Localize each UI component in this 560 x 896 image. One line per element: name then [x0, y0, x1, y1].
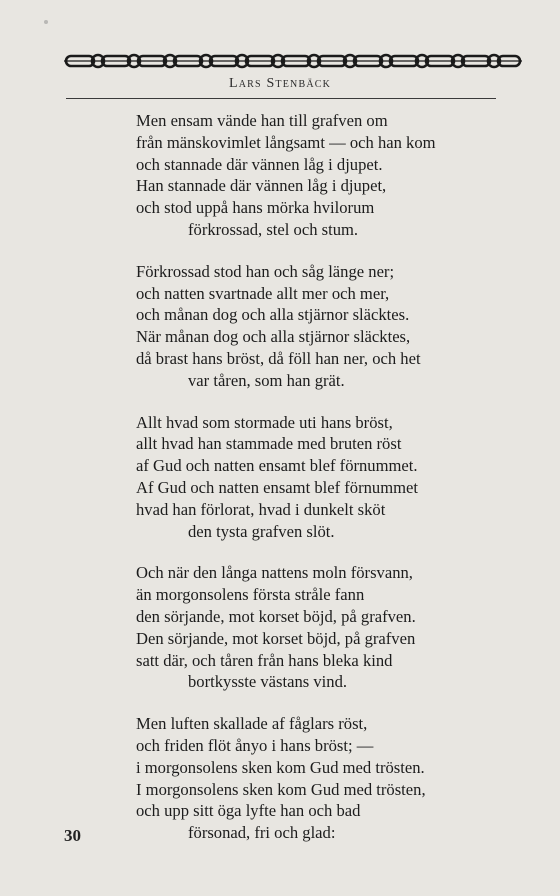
- running-head: Lars Stenbäck: [228, 76, 332, 91]
- stanza-1: [136, 110, 496, 241]
- verse-line: Men luften skallade af fåglars röst,: [136, 714, 368, 734]
- page-number: 30: [64, 826, 81, 845]
- verse-line-refrain: var tåren, som han grät.: [188, 370, 345, 390]
- verse-line: och natten svartnade allt mer och mer,: [136, 283, 390, 303]
- verse-line-refrain: försonad, fri och glad:: [188, 823, 336, 843]
- verse-line: satt där, och tåren från hans bleka kind: [136, 650, 393, 670]
- verse-line: från mänskovimlet långsamt — och han kom: [136, 132, 436, 152]
- verse-line: och månan dog och alla stjärnor släcktes.: [136, 305, 410, 325]
- stanza-2: [136, 261, 496, 392]
- verse-line: af Gud och natten ensamt blef förnummet.: [136, 456, 418, 476]
- verse-line-refrain: bortkysste västans vind.: [188, 672, 348, 692]
- header-rule: [66, 98, 496, 99]
- verse-line: och stannade där vännen låg i djupet.: [136, 154, 383, 174]
- verse-line: Men ensam vände han till grafven om: [136, 111, 388, 130]
- verse-line: Den sörjande, mot korset böjd, på grafven: [136, 628, 416, 648]
- verse-line: den sörjande, mot korset böjd, på grafven.: [136, 606, 416, 626]
- verse-line: Förkrossad stod han och såg länge ner;: [136, 261, 395, 281]
- verse-line: hvad han förlorat, hvad i dunkelt sköt: [136, 499, 386, 519]
- stanza-4: [136, 562, 496, 693]
- verse-line-refrain: den tysta grafven slöt.: [188, 521, 335, 541]
- chain-border-ornament: [62, 51, 524, 71]
- verse-line: Och när den långa nattens moln försvann,: [136, 563, 413, 583]
- verse-line: då brast hans bröst, då föll han ner, och het: [136, 348, 421, 368]
- verse-line: I morgonsolens sken kom Gud med trösten,: [136, 779, 426, 799]
- verse-line: och upp sitt öga lyfte han och bad: [136, 801, 361, 821]
- verse-line-refrain: förkrossad, stel och stum.: [188, 219, 359, 239]
- verse-line: Allt hvad som stormade uti hans bröst,: [136, 412, 393, 432]
- verse-line: i morgonsolens sken kom Gud med trösten.: [136, 757, 425, 777]
- stanza-5: [136, 713, 496, 844]
- poem-body: [136, 110, 496, 864]
- stanza-3: [136, 412, 496, 543]
- verse-line: När månan dog och alla stjärnor släcktes,: [136, 327, 411, 347]
- page-speck: [44, 20, 48, 24]
- verse-line: och friden flöt ånyo i hans bröst; —: [136, 735, 374, 755]
- verse-line: och stod uppå hans mörka hvilorum: [136, 198, 375, 218]
- verse-line: än morgonsolens första stråle fann: [136, 585, 365, 605]
- verse-line: Af Gud och natten ensamt blef förnummet: [136, 477, 419, 497]
- verse-line: allt hvad han stammade med bruten röst: [136, 434, 402, 454]
- verse-line: Han stannade där vännen låg i djupet,: [136, 176, 387, 196]
